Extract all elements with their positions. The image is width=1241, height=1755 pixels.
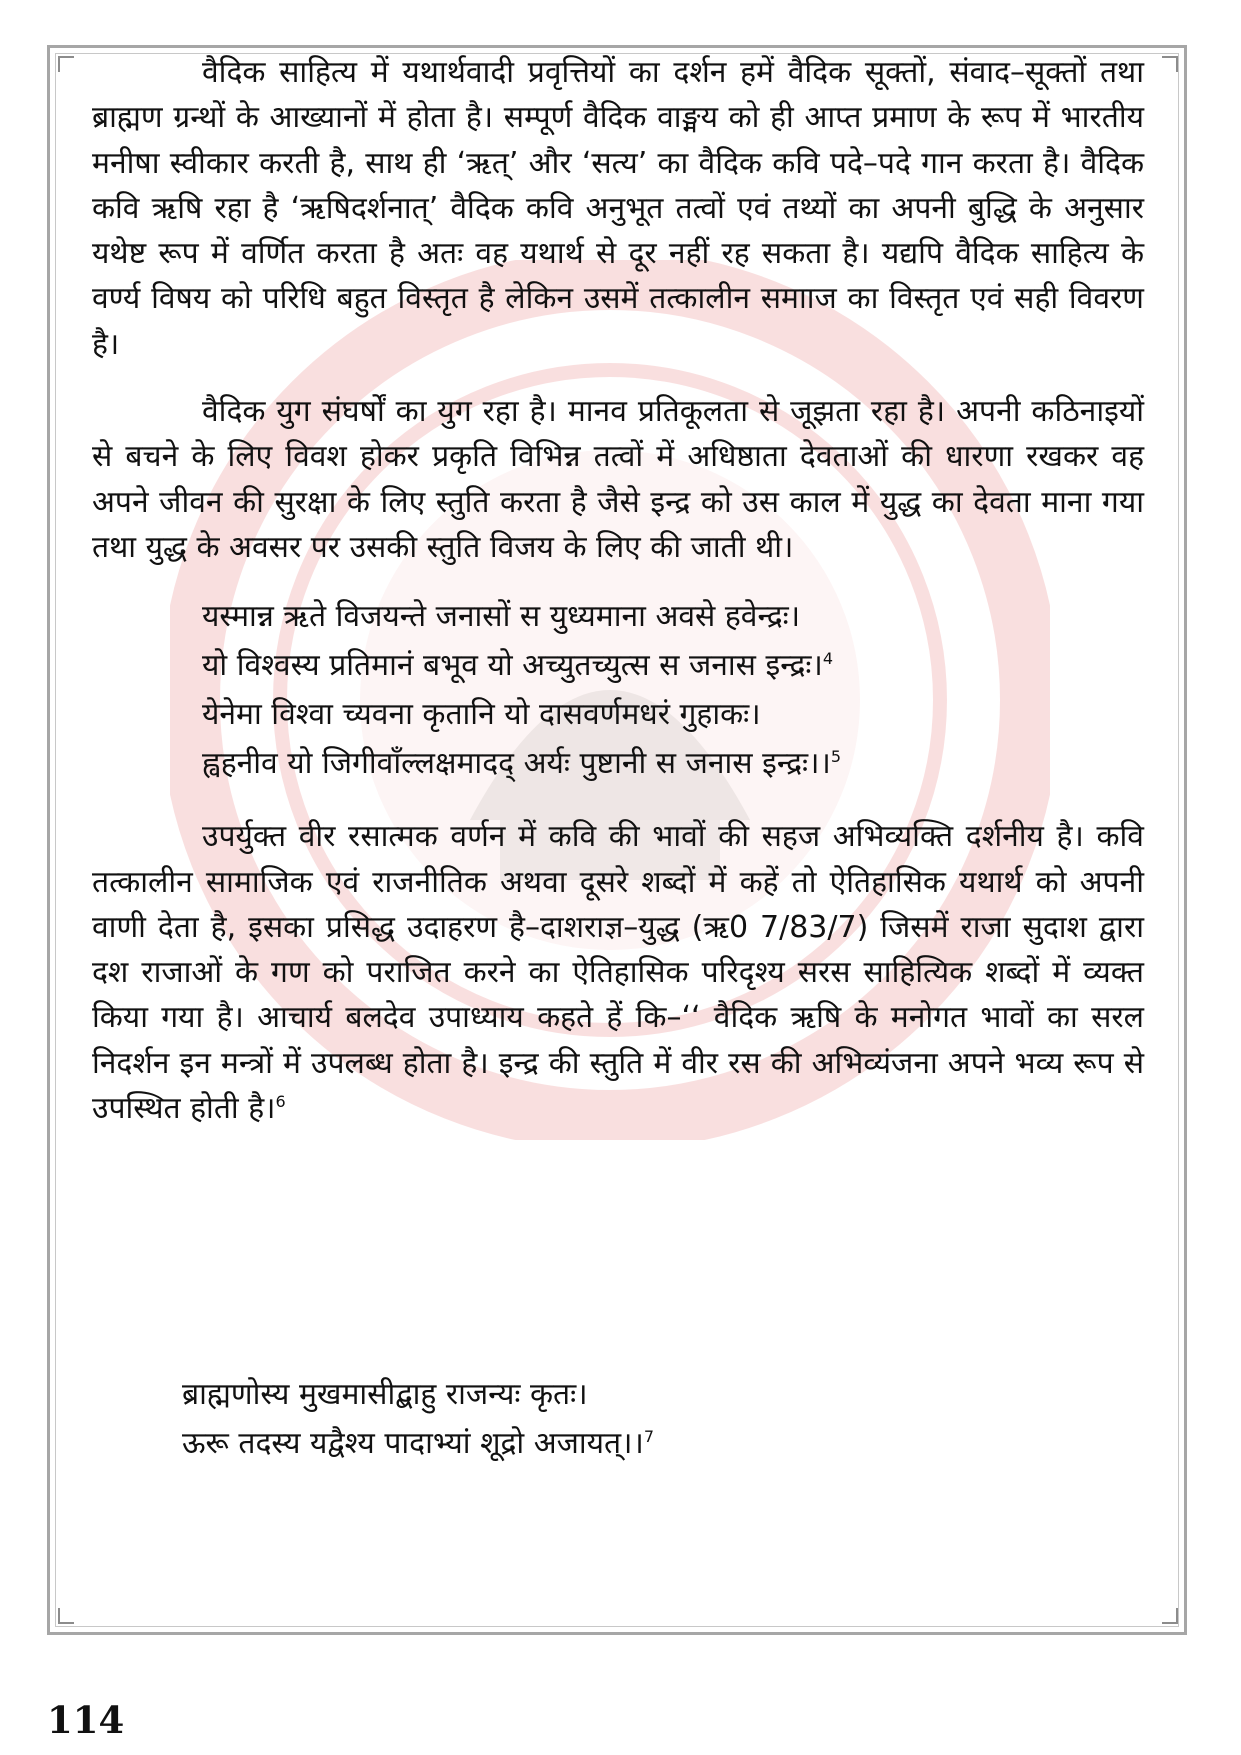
footnote-marker: 5 [830,747,842,767]
frame-corner-ornament [1162,56,1178,72]
footnote-marker: 6 [275,1092,286,1112]
paragraph-2: वैदिक युग संघर्षों का युग रहा है। मानव प्रतिकूलता से जूझता रहा है। अपनी कठिनाइयों से बचने के लिए विवश होकर प्रकृति विभिन्न तत्वों में अधिष्ठाता देवताओं की धारणा रखकर वह अपने जीवन की सुरक्षा के लिए स्तुति करता है जैसे इन्द्र को उस काल में युद्ध का देवता माना गया तथा युद्ध के अवसर पर उसकी स्तुति विजय के लिए की जाती थी। [92,394,1144,565]
footnote-marker: 7 [643,1427,655,1446]
verse-block-1 [202,592,1144,788]
verse-line: यस्मान्न ऋते विजयन्ते जनासों स युध्यमाना अवसे हवेन्द्रः। [202,599,801,635]
verse-block-2 [182,1370,654,1468]
page-content [92,50,1144,1131]
verse-line: ब्राह्मणोस्य मुखमासीद्बाहु राजन्यः कृतः। [182,1377,588,1412]
verse-line: येनेमा विश्वा च्यवना कृतानि यो दासवर्णमधरं गुहाकः। [202,697,761,733]
page-number: 114 [47,1698,125,1742]
verse-line: ऊरू तदस्य यद्वैश्य पादाभ्यां शूद्रो अजायत्।।$^7$ [182,1426,655,1461]
frame-corner-ornament [58,1608,74,1624]
verse-line: ह्वहनीव यो जिगीवाँल्लक्षमादद् अर्यः पुष्टानी स जनास इन्द्रः।।$^5$ [202,746,842,782]
frame-corner-ornament [58,56,74,72]
frame-corner-ornament [1162,1608,1178,1624]
footnote-marker: 4 [822,649,834,669]
paragraph-1: वैदिक साहित्य में यथार्थवादी प्रवृत्तियों का दर्शन हमें वैदिक सूक्तों, संवाद–सूक्तों तथा ब्राह्मण ग्रन्थों के आख्यानों में होता है। सम्पूर्ण वैदिक वाङ्मय को ही आप्त प्रमाण के रूप में भारतीय मनीषा स्वीकार करती है, साथ ही ‘ऋत्’ और ‘सत्य’ का वैदिक कवि पदे–पदे गान करता है। वैदिक कवि ऋषि रहा है ‘ऋषिदर्शनात्’ वैदिक कवि अनुभूत तत्वों एवं तथ्यों का अपनी बुद्धि के अनुसार यथेष्ट रूप में वर्णित करता है अतः वह यथार्थ से दूर नहीं रह सकता है। यद्यपि वैदिक साहित्य के वर्ण्य विषय को परिधि बहुत विस्तृत है लेकिन उसमें तत्कालीन समााज का विस्तृत एवं सही विवरण है। [92,55,1144,362]
paragraph-3: उपर्युक्त वीर रसात्मक वर्णन में कवि की भावों की सहज अभिव्यक्ति दर्शनीय है। कवि तत्कालीन सामाजिक एवं राजनीतिक अथवा दूसरे शब्दों में कहें तो ऐतिहासिक यथार्थ को अपनी वाणी देता है, इसका प्रसिद्ध उदाहरण है–दाशराज्ञ–युद्ध (ऋ0 7/83/7) जिसमें राजा सुदाश द्वारा दश राजाओं के गण को पराजित करने का ऐतिहासिक परिदृश्य सरस साहित्यिक शब्दों में व्यक्त किया गया है। आचार्य बलदेव उपाध्याय कहते हें कि–‘‘ वैदिक ऋषि के मनोगत भावों का सरल निदर्शन इन मन्त्रों में उपलब्ध होता है। इन्द्र की स्तुति में वीर रस की अभिव्यंजना अपने भव्य रूप से उपस्थित होती है।$^6$ [92,819,1144,1127]
verse-line: यो विश्वस्य प्रतिमानं बभूव यो अच्युतच्युत्स स जनास इन्द्रः।$^4$ [202,648,834,684]
